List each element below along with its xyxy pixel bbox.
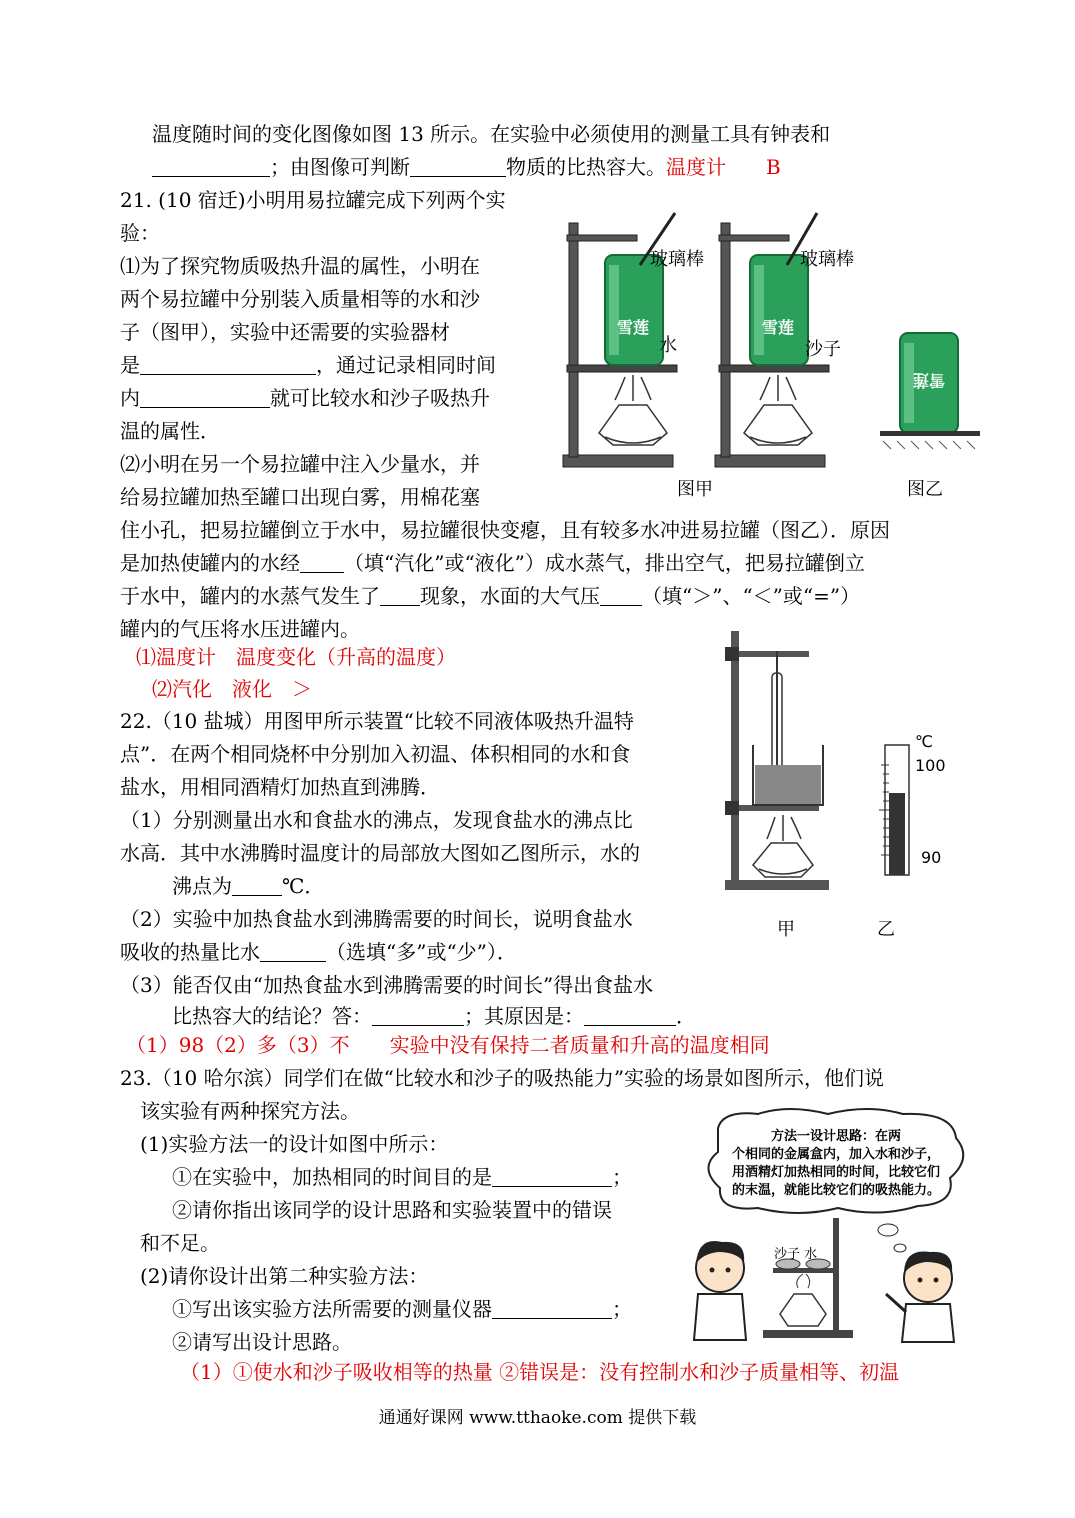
text-span: 是 bbox=[120, 353, 140, 377]
answer-blank[interactable] bbox=[600, 585, 642, 606]
water-label: 水 bbox=[659, 335, 677, 356]
text-line: 住小孔，把易拉罐倒立于水中，易拉罐很快变瘪，且有较多水冲进易拉罐（图乙）．原因 bbox=[120, 518, 890, 542]
text-span: 比热容大的结论？答： bbox=[172, 1004, 372, 1028]
mercury-column bbox=[889, 793, 905, 875]
text-line bbox=[152, 151, 781, 184]
question-title: 21. (10 宿迁)小明用易拉罐完成下列两个实 bbox=[120, 188, 506, 212]
thermometer-zoom bbox=[879, 732, 946, 875]
question-title: 22.（10 盐城）用图甲所示装置“比较不同液体吸热升温特 bbox=[120, 709, 634, 733]
tick-label-100: 100 bbox=[915, 756, 946, 775]
text-span: ． bbox=[676, 1004, 696, 1028]
text-line: (1)实验方法一的设计如图中所示： bbox=[140, 1132, 449, 1156]
answer-blank[interactable] bbox=[410, 156, 506, 177]
can-brand-label: 雪莲 bbox=[912, 371, 946, 390]
text-span: 物质的比热容大。 bbox=[506, 155, 666, 179]
sand-label: 沙子 bbox=[805, 339, 841, 360]
answer-blank[interactable] bbox=[492, 1298, 612, 1319]
answer-blank[interactable] bbox=[140, 387, 270, 408]
answer-text: （1）①使水和沙子吸收相等的热量 ②错误是：没有控制水和沙子质量相等、初温 bbox=[180, 1360, 900, 1384]
unit-label: ℃ bbox=[915, 732, 933, 751]
burner-right bbox=[744, 375, 812, 445]
bubble-line: 的末温，就能比较它们的吸热能力。 bbox=[731, 1183, 941, 1198]
text-line bbox=[120, 547, 865, 580]
text-line: ②请写出设计思路。 bbox=[172, 1330, 352, 1354]
text-line: 点”．在两个相同烧杯中分别加入初温、体积相同的水和食 bbox=[120, 742, 631, 766]
text-line: （2）实验中加热食盐水到沸腾需要的时间长，说明食盐水 bbox=[120, 907, 633, 931]
text-span: 于水中，罐内的水蒸气发生了 bbox=[120, 584, 380, 608]
bubble-line: 方法一设计思路：在两 bbox=[770, 1129, 902, 1144]
text-span: 现象，水面的大气压 bbox=[420, 584, 600, 608]
figure-yi-label: 乙 bbox=[877, 919, 895, 940]
can-left bbox=[605, 255, 663, 365]
text-line: 给易拉罐加热至罐口出现白雾，用棉花塞 bbox=[120, 485, 480, 509]
text-line: 子（图甲），实验中还需要的实验器材 bbox=[120, 320, 450, 344]
answer-blank[interactable] bbox=[300, 552, 344, 573]
figure-23 bbox=[688, 1108, 978, 1348]
text-line: (2)请你设计出第二种实验方法： bbox=[140, 1264, 429, 1288]
figure-21 bbox=[555, 205, 1015, 505]
text-span: 内 bbox=[120, 386, 140, 410]
text-span: ①在实验中，加热相同的时间目的是 bbox=[172, 1165, 492, 1189]
text-line: ⑵小明在另一个易拉罐中注入少量水，并 bbox=[120, 452, 480, 476]
text-line: 温度随时间的变化图像如图 13 所示。在实验中必须使用的测量工具有钟表和 bbox=[152, 122, 831, 146]
answer-blank[interactable] bbox=[152, 156, 270, 177]
text-line: 罐内的气压将水压进罐内。 bbox=[120, 617, 360, 641]
bubble-line: 个相同的金属盒内，加入水和沙子， bbox=[731, 1147, 941, 1162]
boy-right bbox=[886, 1251, 954, 1342]
answer-blank[interactable] bbox=[140, 354, 316, 375]
text-line: 和不足。 bbox=[140, 1231, 220, 1255]
answer-text: （1）98（2）多（3）不 实验中没有保持二者质量和升高的温度相同 bbox=[126, 1033, 770, 1057]
text-line bbox=[120, 349, 496, 382]
can-brand-label: 雪莲 bbox=[761, 318, 795, 337]
text-span: 吸收的热量比水 bbox=[120, 940, 260, 964]
answer-blank[interactable] bbox=[584, 1005, 676, 1026]
text-span: ℃． bbox=[282, 874, 325, 898]
text-span: 就可比较水和沙子吸热升 bbox=[270, 386, 490, 410]
answer-text: ⑴温度计 温度变化（升高的温度） bbox=[136, 645, 456, 669]
text-span: ； bbox=[612, 1297, 632, 1321]
figure-yi-label: 图乙 bbox=[907, 479, 943, 500]
text-line bbox=[120, 382, 490, 415]
figure-jia-label: 甲 bbox=[777, 919, 795, 940]
text-line bbox=[172, 870, 324, 903]
burner-left bbox=[599, 375, 667, 445]
text-span: ，通过记录相同时间 bbox=[316, 353, 496, 377]
text-span: ①写出该实验方法所需要的测量仪器 bbox=[172, 1297, 492, 1321]
text-line bbox=[120, 936, 517, 969]
rod-label: 玻璃棒 bbox=[800, 249, 854, 270]
answer-blank[interactable] bbox=[380, 585, 420, 606]
apparatus-23 bbox=[763, 1218, 853, 1338]
text-span: ；由图像可判断 bbox=[270, 155, 410, 179]
can-brand-label: 雪莲 bbox=[616, 318, 650, 337]
text-span: 是加热使罐内的水经 bbox=[120, 551, 300, 575]
beaker bbox=[753, 745, 823, 805]
tick-label-90: 90 bbox=[921, 848, 942, 867]
figure-jia-label: 图甲 bbox=[677, 479, 713, 500]
text-span: 沸点为 bbox=[172, 874, 232, 898]
text-span: （填“＞”、“＜”或“=”） bbox=[642, 584, 861, 608]
text-line: 水高．其中水沸腾时温度计的局部放大图如乙图所示，水的 bbox=[120, 841, 640, 865]
can-right bbox=[750, 255, 808, 365]
text-line: 验： bbox=[120, 221, 160, 245]
text-span: ； bbox=[612, 1165, 632, 1189]
burner-22 bbox=[753, 815, 813, 877]
bubble-line: 用酒精灯加热相同的时间，比较它们 bbox=[731, 1165, 941, 1180]
text-line: 两个易拉罐中分别装入质量相等的水和沙 bbox=[120, 287, 480, 311]
answer-text: ⑵汽化 液化 ＞ bbox=[152, 677, 312, 701]
text-line bbox=[172, 1161, 632, 1194]
text-span: （填“汽化”或“液化”）成水蒸气，排出空气，把易拉罐倒立 bbox=[344, 551, 865, 575]
text-line: 盐水，用相同酒精灯加热直到沸腾． bbox=[120, 775, 440, 799]
text-line bbox=[172, 1293, 632, 1326]
inverted-can bbox=[880, 333, 980, 449]
answer-blank[interactable] bbox=[232, 875, 282, 896]
answer-blank[interactable] bbox=[372, 1005, 464, 1026]
text-line: （3）能否仅由“加热食盐水到沸腾需要的时间长”得出食盐水 bbox=[120, 973, 654, 997]
text-line: ②请你指出该同学的设计思路和实验装置中的错误 bbox=[172, 1198, 612, 1222]
answer-blank[interactable] bbox=[492, 1166, 612, 1187]
answer-text: 温度计 B bbox=[666, 155, 781, 179]
boy-left bbox=[694, 1241, 746, 1340]
figure-22 bbox=[715, 625, 955, 945]
text-line bbox=[120, 580, 860, 613]
sand-water-label: 沙子 水 bbox=[774, 1247, 818, 1262]
page-footer: 通通好课网 www.tthaoke.com 提供下载 bbox=[378, 1408, 697, 1428]
text-span: （选填“多”或“少”）． bbox=[326, 940, 517, 964]
text-line: ⑴为了探究物质吸热升温的属性，小明在 bbox=[120, 254, 480, 278]
text-line: （1）分别测量出水和食盐水的沸点，发现食盐水的沸点比 bbox=[120, 808, 633, 832]
answer-blank[interactable] bbox=[260, 941, 326, 962]
rod-label: 玻璃棒 bbox=[650, 249, 704, 270]
text-line: 该实验有两种探究方法。 bbox=[140, 1099, 360, 1123]
text-span: ；其原因是： bbox=[464, 1004, 584, 1028]
text-line: 温的属性． bbox=[120, 419, 220, 443]
question-title: 23.（10 哈尔滨）同学们在做“比较水和沙子的吸热能力”实验的场景如图所示，他们说 bbox=[120, 1066, 885, 1090]
